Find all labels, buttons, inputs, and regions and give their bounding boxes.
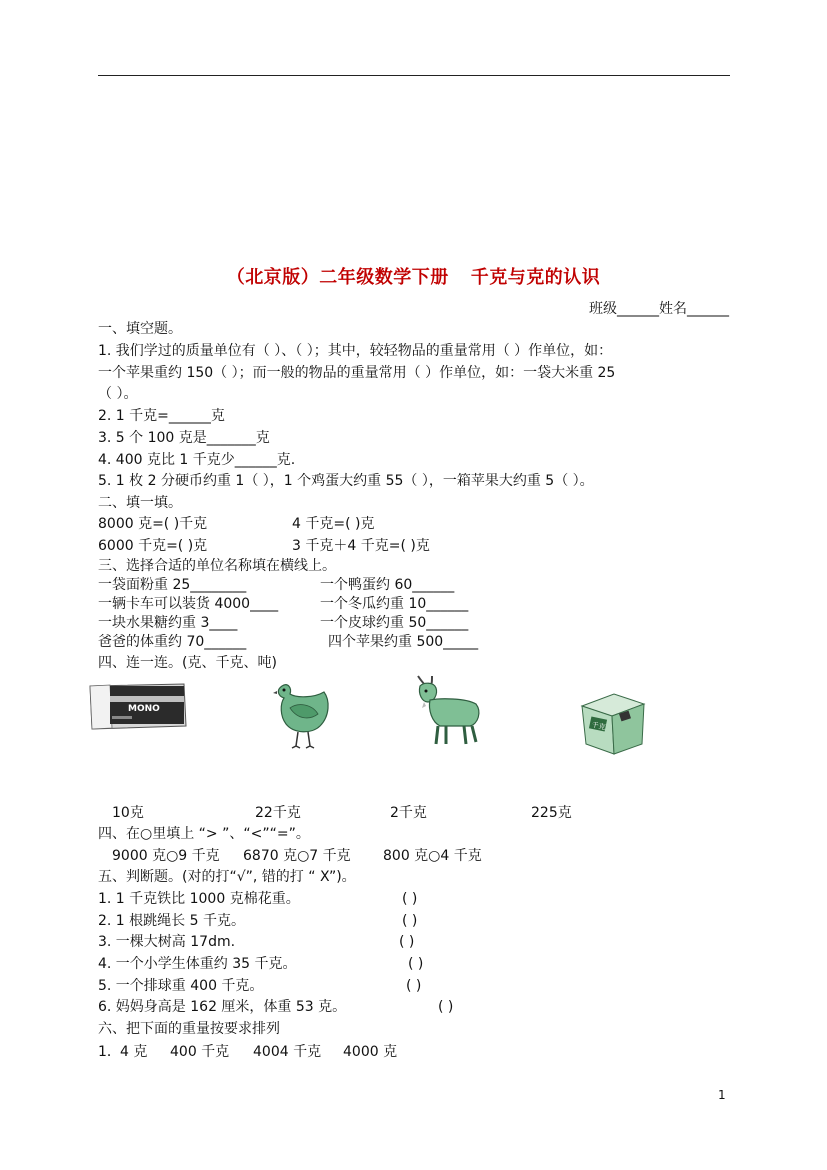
section5-heading: 五、判断题。(对的打“√”, 错的打 “ X”)。 (98, 869, 356, 885)
compare-item: 800 克○4 千克 (383, 848, 482, 864)
unit-row-left: 一块水果糖约重 3____ (98, 615, 238, 631)
order-item: 4004 千克 (253, 1044, 322, 1060)
weight-label: 225克 (531, 805, 572, 821)
judge-paren: ( ) (408, 956, 424, 972)
compare-item: 6870 克○7 千克 (243, 848, 351, 864)
judge-item: 3. 一棵大树高 17dm. (98, 934, 236, 950)
box-label-text: 千克 (590, 720, 607, 732)
fill-row1-left: 8000 克=( )千克 (98, 516, 208, 532)
order-item: 4 克 (120, 1044, 148, 1060)
q4: 4. 400 克比 1 千克少______克. (98, 452, 296, 468)
section4-heading: 四、连一连。(克、千克、吨) (98, 655, 277, 671)
fill-row1-right: 4 千克=( )克 (292, 516, 375, 532)
unit-row-right: 四个苹果约重 500_____ (328, 634, 479, 650)
section3-heading: 三、选择合适的单位名称填在横线上。 (98, 558, 336, 574)
class-name-line: 班级______姓名______ (589, 301, 729, 317)
judge-item: 2. 1 根跳绳长 5 千克。 (98, 913, 245, 929)
page-title (0, 263, 827, 289)
q1-line3: （ ）。 (98, 386, 138, 402)
unit-row-left: 一袋面粉重 25________ (98, 577, 247, 593)
title-part1: （北京版）二年级数学下册 (226, 267, 449, 288)
weight-label: 22千克 (255, 805, 301, 821)
chicken-image (272, 680, 334, 752)
judge-paren: ( ) (402, 891, 418, 907)
fill-row2-left: 6000 千克=( )克 (98, 538, 208, 554)
unit-row-right: 一个皮球约重 50______ (320, 615, 469, 631)
compare-item: 9000 克○9 千克 (112, 848, 220, 864)
judge-item: 4. 一个小学生体重约 35 千克。 (98, 956, 297, 972)
header-rule (98, 75, 730, 76)
eraser-brand-text: MONO (128, 704, 160, 714)
title-part2: 千克与克的认识 (470, 267, 601, 288)
q2: 2. 1 千克=______克 (98, 408, 225, 424)
judge-item: 6. 妈妈身高是 162 厘米，体重 53 克。 (98, 999, 347, 1015)
q5: 5. 1 枚 2 分硬币约重 1（ ），1 个鸡蛋大约重 55（ ），一箱苹果大约重 5（ ）。 (98, 473, 594, 489)
order-item: 400 千克 (170, 1044, 230, 1060)
order-item: 4000 克 (343, 1044, 398, 1060)
page-number: 1 (718, 1088, 726, 1102)
judge-paren: ( ) (438, 999, 454, 1015)
section1-heading: 一、填空题。 (98, 321, 182, 337)
weight-label: 2千克 (390, 805, 427, 821)
section4b-heading: 四、在○里填上 “> ”、“<”“=”。 (98, 826, 310, 842)
unit-row-right: 一个鸭蛋约 60______ (320, 577, 455, 593)
q1-line1: 1. 我们学过的质量单位有（ ）、（ ）；其中，较轻物品的重量常用（ ）作单位，如： (98, 343, 613, 359)
judge-paren: ( ) (406, 978, 422, 994)
judge-paren: ( ) (399, 934, 415, 950)
unit-row-right: 一个冬瓜约重 10______ (320, 596, 469, 612)
judge-item: 5. 一个排球重 400 千克。 (98, 978, 264, 994)
q1-line2: 一个苹果重约 150（ ）；而一般的物品的重量常用（ ）作单位，如：一袋大米重 25 (98, 365, 616, 381)
judge-paren: ( ) (402, 913, 418, 929)
order-question-number: 1． (98, 1044, 121, 1060)
judge-item: 1. 1 千克铁比 1000 克棉花重。 (98, 891, 300, 907)
section6-heading: 六、把下面的重量按要求排列 (98, 1021, 280, 1037)
box-image (578, 688, 648, 758)
eraser-image (84, 682, 190, 732)
goat-image (412, 672, 486, 748)
unit-row-left: 一辆卡车可以装货 4000____ (98, 596, 279, 612)
unit-row-left: 爸爸的体重约 70______ (98, 634, 247, 650)
q3: 3. 5 个 100 克是_______克 (98, 430, 270, 446)
section2-heading: 二、填一填。 (98, 495, 182, 511)
weight-label: 10克 (112, 805, 144, 821)
fill-row2-right: 3 千克＋4 千克=( )克 (292, 538, 430, 554)
